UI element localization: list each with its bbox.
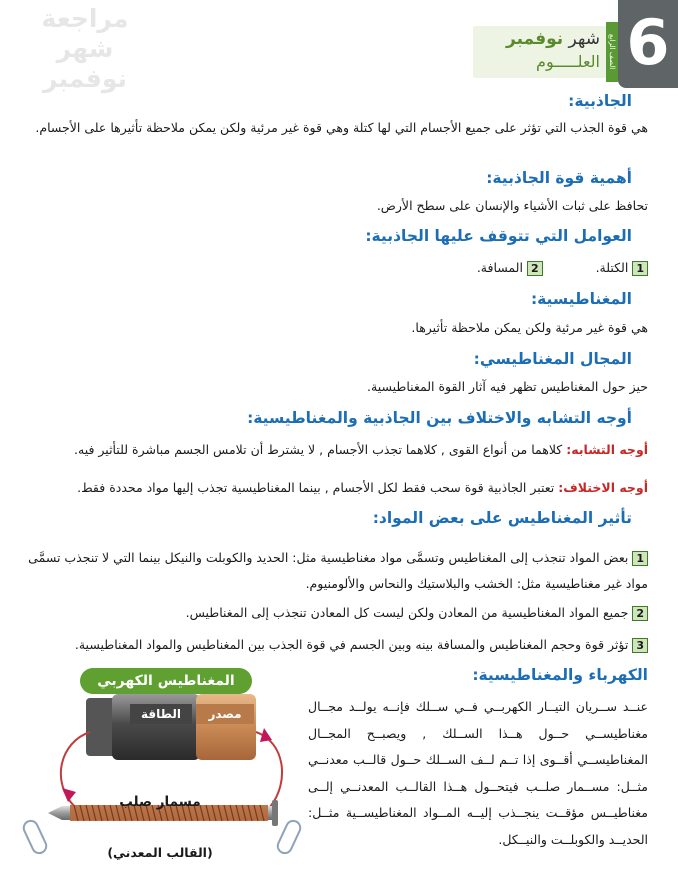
arrow-left-icon <box>62 788 76 802</box>
electricity-title: الكهرباء والمغناطيسية: <box>472 666 648 684</box>
list-item: 2المسافة. <box>477 260 543 275</box>
watermark-line1: مراجعة شهر <box>41 4 129 63</box>
wire-right <box>256 732 282 807</box>
magnetic-field-title: المجال المغناطيسي: <box>473 350 632 368</box>
gravity-importance-text: تحافظ على ثبات الأشياء والإنسان على سطح الأرض. <box>376 198 648 213</box>
difference-text: تعتبر الجاذبية قوة سحب فقط لكل الأجسام , بينما المغناطيسية تجذب إليها مواد محددة فقط. <box>77 480 555 495</box>
num-box: 2 <box>527 261 543 276</box>
difference-row <box>8 478 648 498</box>
list-item: 2جميع المواد المغناطيسية من المعادن ولكن ليست كل المعادن تنجذب إلى المغناطيس. <box>8 603 648 623</box>
gravity-factors-title: العوامل التي تتوقف عليها الجاذبية: <box>365 227 632 245</box>
similarity-text: كلاهما من أنواع القوى , كلاهما تجذب الأجسام , لا يشترط أن تلامس الجسم مباشرة للتأثير فيه. <box>74 442 563 457</box>
similarity-label: أوجه التشابه: <box>566 442 648 457</box>
magnetism-title: المغناطيسية: <box>530 290 632 308</box>
month-prefix: شهر <box>568 29 600 49</box>
month-name: نوفمبر <box>506 29 564 49</box>
comparison-title: أوجه التشابه والاختلاف بين الجاذبية والمغناطيسية: <box>247 409 632 427</box>
header-subject: العلـــــوم <box>536 52 600 71</box>
paperclip-icon <box>275 819 302 856</box>
num-box: 3 <box>632 638 648 653</box>
magnet-effect-title: تأثير المغناطيس على بعض المواد: <box>372 509 632 527</box>
num-box: 1 <box>632 551 648 566</box>
figure-title: المغناطيس الكهربي <box>80 668 252 694</box>
electricity-text: عنــد ســريان التيــار الكهربــي فــي ســلك فإنــه يولــد مجــال مغناطيســي حــول هــذا الســلك , ويصبــح المجــال المغناطيســي أقــوى إذا تــم لــف الســلك حــول قالــب معدنــي مثــل: مســمار صلــب فيتحــول هــذا القالــب المعدنــي إلــى مغناطيــس مؤقــت ينجــذب إليــه المــواد المغناطيســية مثــل: الحديــد والكوبلــت والنيــكل. <box>308 699 648 847</box>
difference-label: أوجه الاختلاف: <box>558 480 648 495</box>
battery-label-part2: مصدر <box>196 704 254 724</box>
similarity-row <box>8 440 648 460</box>
watermark-line2: نوفمبر <box>43 64 127 93</box>
nail-head <box>272 800 278 826</box>
gravity-text: هي قوة الجذب التي تؤثر على جميع الأجسام التي لها كتلة وهي قوة غير مرئية ولكن يمكن ملاحظة تأثيرها على الأجسام. <box>35 120 648 135</box>
gravity-title: الجاذبية: <box>568 92 632 110</box>
watermark <box>10 4 160 94</box>
magnetic-field-text: حيز حول المغناطيس تظهر فيه آثار القوة المغناطيسية. <box>367 379 648 394</box>
battery-label-part1: الطاقة <box>130 704 192 724</box>
core-label: (القالب المعدني) <box>107 845 213 860</box>
list-item: 1بعض المواد تنجذب إلى المغناطيس وتسمَّى مواد مغناطيسية مثل: الحديد والكوبلت والنيكل بينما التي لا تنجذب تسمَّى مواد غير مغناطيسية مثل: الخشب والبلاستيك والنحاس والألومنيوم. <box>28 550 648 591</box>
num-box: 1 <box>632 261 648 276</box>
list-item: 1الكتلة. <box>596 260 648 275</box>
magnetism-text: هي قوة غير مرئية ولكن يمكن ملاحظة تأثيرها. <box>411 320 648 335</box>
nail-label: مسمار صلب <box>119 794 201 810</box>
paperclip-icon <box>21 819 48 856</box>
chapter-number: 6 <box>618 0 678 88</box>
header-month <box>474 29 600 49</box>
gravity-importance-title: أهمية قوة الجاذبية: <box>486 169 632 187</box>
wire-left <box>61 732 90 807</box>
gravity-factors-list <box>33 258 648 278</box>
num-box: 2 <box>632 606 648 621</box>
list-item: 3تؤثر قوة وحجم المغناطيس والمسافة بينه وبين الجسم في قوة الجذب بين المغناطيس والمواد المغناطيسية. <box>8 635 648 655</box>
header-strip: الصف الرابع <box>606 22 618 82</box>
